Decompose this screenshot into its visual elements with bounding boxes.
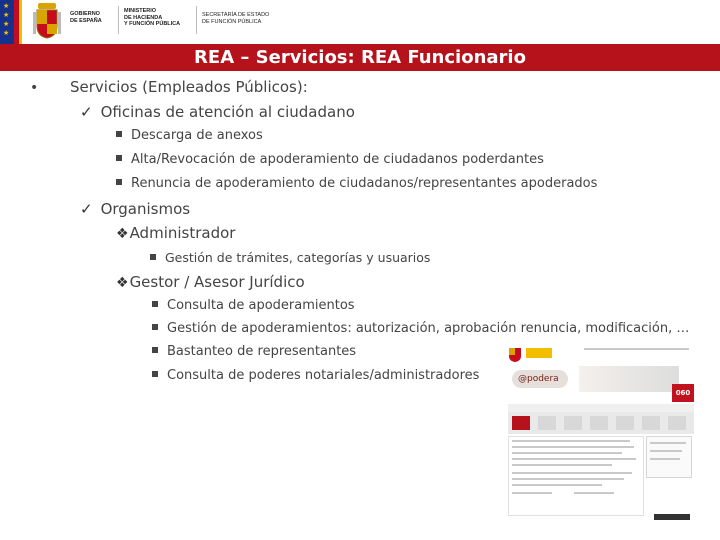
text-line (512, 492, 552, 494)
section-heading: Servicios (Empleados Públicos): (70, 78, 308, 96)
logo-secretaria: SECRETARÍA DE ESTADO DE FUNCIÓN PÚBLICA (202, 12, 270, 25)
logo-ministerio: MINISTERIO DE HACIENDA Y FUNCIÓN PÚBLICA (124, 8, 181, 27)
text-line (650, 458, 680, 460)
item-label: Consulta de apoderamientos (167, 298, 355, 313)
text-line (574, 492, 614, 494)
screenshot-header (494, 340, 696, 364)
footer-bar (654, 514, 690, 520)
menu-item (642, 416, 660, 430)
square-bullet-icon (152, 347, 158, 353)
nav-links (584, 348, 689, 350)
coat-of-arms-icon (32, 2, 62, 40)
square-bullet-icon (150, 254, 156, 260)
item-label: Renuncia de apoderamiento de ciudadanos/representantes apoderados (131, 176, 598, 191)
item-label: Bastanteo de representantes (167, 344, 357, 359)
badge-060: 060 (672, 384, 694, 402)
apodera-logo: @podera (512, 370, 568, 388)
logo-block (526, 348, 552, 358)
header (0, 0, 720, 44)
item-label: Oficinas de atención al ciudadano (100, 103, 355, 121)
item-label: Descarga de anexos (131, 128, 263, 143)
banner-image (579, 366, 679, 392)
coat-of-arms-icon (508, 346, 522, 362)
text-line (512, 464, 612, 466)
star-icon: ★ (3, 11, 10, 19)
menu-item (564, 416, 582, 430)
text-line (512, 458, 636, 460)
star-icon: ★ (3, 20, 10, 28)
list-item (150, 250, 430, 265)
item-label: Alta/Revocación de apoderamiento de ciudadanos poderdantes (131, 152, 544, 167)
menu-item (668, 416, 686, 430)
item-label: Consulta de poderes notariales/administradores (167, 368, 480, 383)
text-line (650, 450, 682, 452)
menu-item (590, 416, 608, 430)
breadcrumb-bar (508, 404, 694, 412)
diamond-bullet-icon: ❖ (116, 226, 129, 242)
list-item (116, 152, 544, 167)
list-item (116, 176, 597, 191)
content-pane (508, 436, 644, 516)
menu-item (512, 416, 530, 430)
text-line (512, 446, 634, 448)
item-label: Gestión de trámites, categorías y usuarios (165, 250, 431, 265)
square-bullet-icon (152, 371, 158, 377)
list-item (116, 273, 305, 291)
list-item (80, 200, 190, 218)
apodera-screenshot (494, 340, 696, 522)
flag-stripe (19, 0, 22, 44)
square-bullet-icon (152, 301, 158, 307)
star-icon: ★ (3, 2, 10, 10)
star-icon: ★ (3, 29, 10, 37)
list-item (152, 298, 355, 313)
text-line (650, 442, 686, 444)
menu-item (616, 416, 634, 430)
checkmark-icon: ✓ (80, 103, 93, 121)
list-item (152, 368, 479, 383)
screenshot-menu (508, 412, 694, 434)
list-item (152, 344, 356, 359)
eu-flag (0, 0, 14, 44)
text-line (512, 472, 632, 474)
list-item (80, 103, 355, 121)
divider (196, 6, 197, 34)
text-line (512, 440, 630, 442)
diamond-bullet-icon: ❖ (116, 275, 129, 291)
square-bullet-icon (116, 179, 122, 185)
item-label: Gestor / Asesor Jurídico (129, 273, 305, 291)
divider (118, 6, 119, 34)
square-bullet-icon (116, 131, 122, 137)
text-line (512, 452, 622, 454)
item-label: Organismos (100, 200, 191, 218)
square-bullet-icon (116, 155, 122, 161)
list-item (152, 321, 689, 336)
text-line (512, 484, 602, 486)
item-label: Administrador (129, 224, 236, 242)
list-item (116, 128, 263, 143)
page-title: REA – Servicios: REA Funcionario (194, 47, 526, 68)
text-line (512, 478, 624, 480)
menu-item (538, 416, 556, 430)
item-label: Gestión de apoderamientos: autorización, aprobación renuncia, modificación, … (167, 321, 690, 336)
bullet-icon: • (30, 80, 39, 96)
checkmark-icon: ✓ (80, 200, 93, 218)
square-bullet-icon (152, 324, 158, 330)
logo-gobierno: GOBIERNO DE ESPAÑA (70, 11, 102, 24)
list-item (116, 224, 235, 242)
